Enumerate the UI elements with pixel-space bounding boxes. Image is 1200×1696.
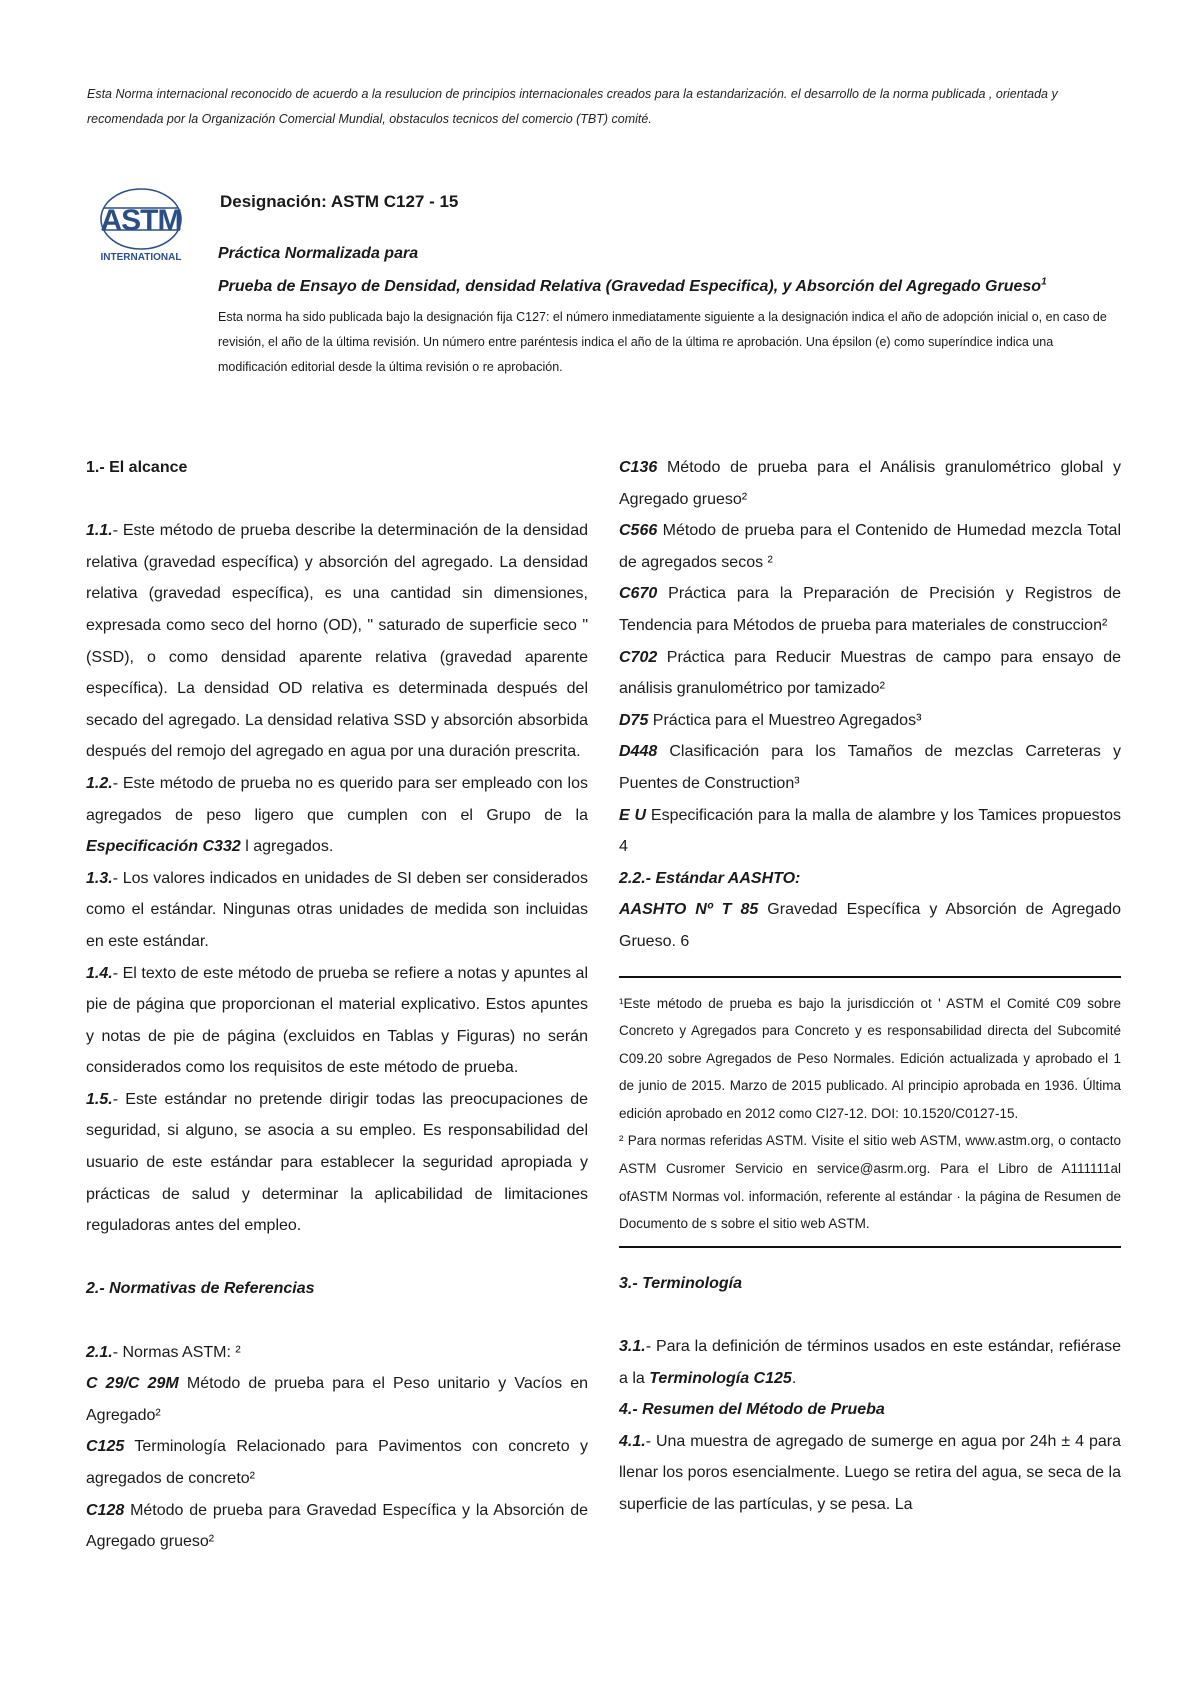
reference-text: Método de prueba para el Contenido de Humedad mezcla Total de agregados secos ²: [619, 522, 1121, 571]
paragraph-1-5-label: 1.5.: [86, 1090, 113, 1108]
paragraph-2-1-label: 2.1.: [86, 1343, 113, 1361]
practice-subtitle: Práctica Normalizada para: [218, 245, 419, 262]
paragraph-3-1-tail: .: [791, 1369, 797, 1387]
paragraph-4-1-text: - Una muestra de agregado de sumerge en agua por 24h ± 4 para llenar los poros esencialmente. Luego se retira del agua, se seca de la superficie de las partículas, y se pesa. La: [619, 1432, 1121, 1513]
reference-text: Práctica para el Muestreo Agregados³: [648, 711, 922, 729]
reference-code: D75: [619, 711, 649, 729]
reference-item: [619, 705, 1121, 737]
reference-text: Clasificación para los Tamaños de mezclas Carreteras y Puentes de Construction³: [619, 743, 1121, 792]
reference-text: Método de prueba para el Peso unitario y Vacíos en Agregado²: [86, 1375, 588, 1424]
section-4-heading: 4.- Resumen del Método de Prueba: [619, 1401, 885, 1419]
document-header: [218, 186, 1118, 380]
paragraph-1-1-text: - Este método de prueba describe la determinación de la densidad relativa (gravedad específica) y absorción del agregado. La densidad relativa (gravedad específica), es una cantidad sin dimensiones, expresada como seco del horno (OD), " saturado de superficie seco " (SSD), o como densidad aparente relativa (gravedad aparente específica). La densidad OD relativa es determinada después del secado del agregado. La densidad relativa SSD y absorción absorbida después del remojo del agregado en agua por una duración prescrita.: [86, 522, 588, 761]
reference-code: C566: [619, 522, 658, 540]
paragraph-1-2: [86, 768, 588, 863]
spec-c332-reference: Especificación C332: [86, 838, 241, 856]
terminology-c125-reference: Terminología C125: [649, 1369, 792, 1387]
astm-logo-graphic: [88, 186, 194, 268]
astm-logo: [88, 186, 194, 268]
reference-item: [619, 515, 1121, 578]
paragraph-2-1: [86, 1337, 588, 1369]
reference-code: C 29/C 29M: [86, 1375, 179, 1393]
designation: Designación: ASTM C127 - 15: [220, 192, 459, 211]
aashto-code: AASHTO Nº T 85: [619, 901, 759, 919]
reference-item: [619, 642, 1121, 705]
paragraph-1-5-text: - Este estándar no pretende dirigir todas las preocupaciones de seguridad, si alguno, se asocia a su empleo. Es responsabilidad del usuario de este estándar para establecer la seguridad apropiada y prácticas de salud y determinar la aplicabilidad de limitaciones reguladoras antes del empleo.: [86, 1090, 588, 1235]
reference-item: [86, 1495, 588, 1558]
paragraph-3-1-label: 3.1.: [619, 1338, 646, 1356]
paragraph-4-1: [619, 1426, 1121, 1521]
paragraph-1-3: [86, 863, 588, 958]
reference-code: C128: [86, 1501, 125, 1519]
paragraph-1-2-tail: l agregados.: [240, 838, 334, 856]
reference-item: [86, 1368, 588, 1431]
section-3-heading: 3.- Terminología: [619, 1274, 742, 1292]
reference-item: [619, 452, 1121, 515]
designation-headnote: Esta norma ha sido publicada bajo la designación fija C127: el número inmediatamente siguiente a la designación indica el año de adopción inicial o, en caso de revisión, el año de la última revisión. Un número entre paréntesis indica el año de la última re aprobación. Una épsilon (e) como superíndice indica una modificación editorial desde la última revisión o re aprobación.: [218, 310, 1107, 374]
footnote-1: ¹Este método de prueba es bajo la jurisdicción ot ' ASTM el Comité C09 sobre Concreto y Agregados para Concreto y es responsabilidad directa del Subcomité C09.20 sobre Agregados de Peso Normales. Edición actualizada y aprobado el 1 de junio de 2015. Marzo de 2015 publicado. Al principio aprobada en 1936. Última edición aprobado en 2012 como CI27-12. DOI: 10.1520/C0127-15.: [619, 995, 1121, 1121]
document-title-text: Prueba de Ensayo de Densidad, densidad Relativa (Gravedad Especifica), y Absorción del Agregado Grueso: [218, 278, 1042, 295]
paragraph-1-4-text: - El texto de este método de prueba se refiere a notas y apuntes al pie de página que proporcionan el material explicativo. Estos apuntes y notas de pie de página (excluidos en Tablas y Figuras) no serán considerados como los requisitos de este método de prueba.: [86, 964, 588, 1077]
paragraph-1-1-label: 1.1.: [86, 522, 113, 540]
reference-code: C125: [86, 1438, 125, 1456]
reference-code: E U: [619, 806, 647, 824]
paragraph-3-1-text: - Para la definición de términos usados en este estándar, refiérase a la: [619, 1338, 1121, 1387]
paragraph-1-3-label: 1.3.: [86, 869, 113, 887]
logo-international-text: INTERNATIONAL: [100, 252, 182, 263]
aashto-text: Gravedad Específica y Absorción de Agregado Grueso. 6: [619, 901, 1121, 950]
paragraph-3-1: [619, 1331, 1121, 1394]
reference-code: C136: [619, 459, 658, 476]
title-footnote-mark: 1: [1041, 276, 1047, 288]
reference-code: D448: [619, 743, 658, 761]
paragraph-4-1-label: 4.1.: [619, 1432, 646, 1450]
section-2-heading: 2.- Normativas de Referencias: [86, 1280, 315, 1298]
reference-item: [86, 1431, 588, 1494]
logo-mark-text: ASTM: [100, 204, 182, 237]
reference-text: Práctica para la Preparación de Precisión y Registros de Tendencia para Métodos de prueba para materiales de construccion²: [619, 585, 1121, 634]
paragraph-2-1-text: - Normas ASTM: ²: [112, 1343, 241, 1361]
paragraph-1-4: [86, 958, 588, 1084]
reference-text: Práctica para Reducir Muestras de campo para ensayo de análisis granulométrico por tamizado²: [619, 648, 1121, 698]
paragraph-1-1: [86, 515, 588, 768]
paragraph-1-2-label: 1.2.: [86, 774, 113, 792]
footnotes: [619, 990, 1121, 1238]
right-column: [619, 452, 1121, 1521]
document-title: [218, 271, 1098, 303]
footnote-divider-bottom: [619, 1246, 1121, 1248]
paragraph-1-4-label: 1.4.: [86, 964, 113, 982]
paragraph-1-3-text: - Los valores indicados en unidades de SI deben ser considerados como el estándar. Ningunas otras unidades de medida son incluidas en este estándar.: [86, 869, 588, 950]
international-standard-notice: Esta Norma internacional reconocido de acuerdo a la resulucion de principios internacionales creados para la estandarización. el desarrollo de la norma publicada , orientada y recomendada por la Organización Comercial Mundial, obstaculos tecnicos del comercio (TBT) comité.: [87, 87, 1058, 126]
paragraph-1-2-text: - Este método de prueba no es querido para ser empleado con los agregados de peso ligero que cumplen con el Grupo de la: [86, 774, 588, 824]
reference-item: [619, 578, 1121, 641]
section-1-heading: 1.- El alcance: [86, 459, 188, 476]
reference-item: [619, 800, 1121, 863]
reference-text: Terminología Relacionado para Pavimentos con concreto y agregados de concreto²: [86, 1438, 588, 1487]
footnote-2: ² Para normas referidas ASTM. Visite el sitio web ASTM, www.astm.org, o contacto ASTM Cusromer Servicio en service@asrm.org. Para el Libro de A111111al ofASTM Normas vol. información, referente al estándar · la página de Resumen de Documento de s sobre el sitio web ASTM.: [619, 1133, 1121, 1232]
paragraph-1-5: [86, 1084, 588, 1242]
reference-code: C702: [619, 648, 658, 666]
reference-text: Especificación para la malla de alambre y los Tamices propuestos 4: [619, 806, 1122, 856]
footnote-divider-top: [619, 976, 1121, 978]
paragraph-2-2: 2.2.- Estándar AASHTO:: [619, 869, 801, 887]
left-column: [86, 452, 588, 1558]
aashto-reference: [619, 894, 1121, 957]
reference-code: C670: [619, 585, 658, 603]
reference-text: Método de prueba para Gravedad Específica y la Absorción de Agregado grueso²: [86, 1501, 588, 1551]
reference-text: Método de prueba para el Análisis granulométrico global y Agregado grueso²: [619, 459, 1121, 508]
reference-item: [619, 736, 1121, 799]
